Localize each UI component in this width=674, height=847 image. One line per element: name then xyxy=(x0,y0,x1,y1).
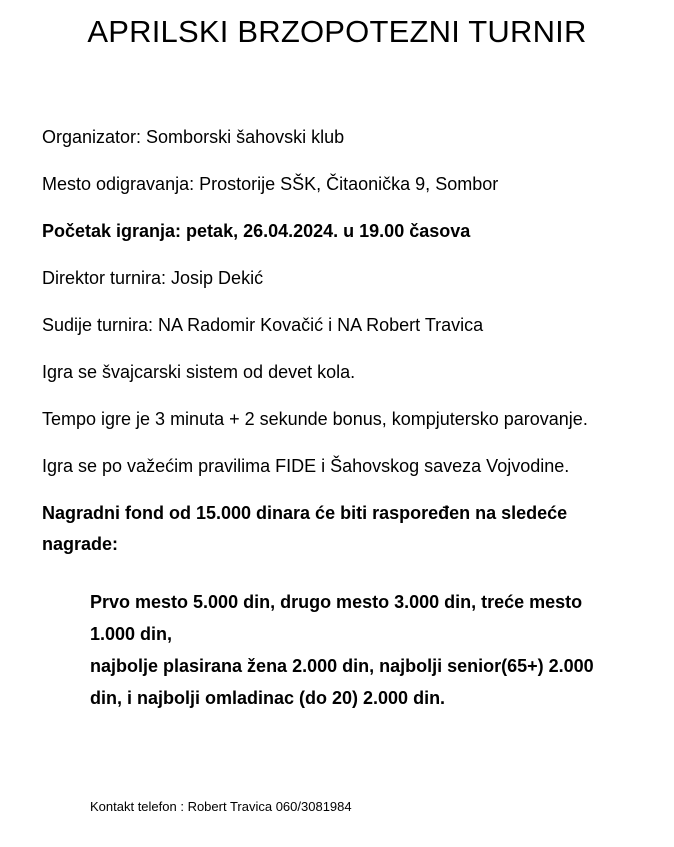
tournament-info xyxy=(42,122,662,714)
prize-line-places: Prvo mesto 5.000 din, drugo mesto 3.000 din, treće mesto 1.000 din, xyxy=(90,592,583,644)
prize-line-categories: najbolje plasirana žena 2.000 din, najbolji senior(65+) 2.000 din, i najbolji omladinac (do 20) 2.000 din. xyxy=(90,656,594,708)
arbiters-line: Sudije turnira: NA Radomir Kovačić i NA Robert Travica xyxy=(42,315,484,335)
prize-fund-line: Nagradni fond od 15.000 dinara će biti raspoređen na sledeće nagrade: xyxy=(42,503,568,554)
prize-list xyxy=(90,586,630,714)
system-line: Igra se švajcarski sistem od devet kola. xyxy=(42,362,356,382)
start-line: Početak igranja: petak, 26.04.2024. u 19.00 časova xyxy=(42,221,471,241)
contact-phone: Kontakt telefon : Robert Travica 060/3081984 xyxy=(90,799,352,814)
tempo-line: Tempo igre je 3 minuta + 2 sekunde bonus, kompjutersko parovanje. xyxy=(42,409,588,429)
organizer-line: Organizator: Somborski šahovski klub xyxy=(42,127,345,147)
rules-line: Igra se po važećim pravilima FIDE i Šahovskog saveza Vojvodine. xyxy=(42,456,570,476)
page-title: APRILSKI BRZOPOTEZNI TURNIR xyxy=(87,14,587,49)
director-line: Direktor turnira: Josip Dekić xyxy=(42,268,264,288)
venue-line: Mesto odigravanja: Prostorije SŠK, Čitaonička 9, Sombor xyxy=(42,174,499,194)
